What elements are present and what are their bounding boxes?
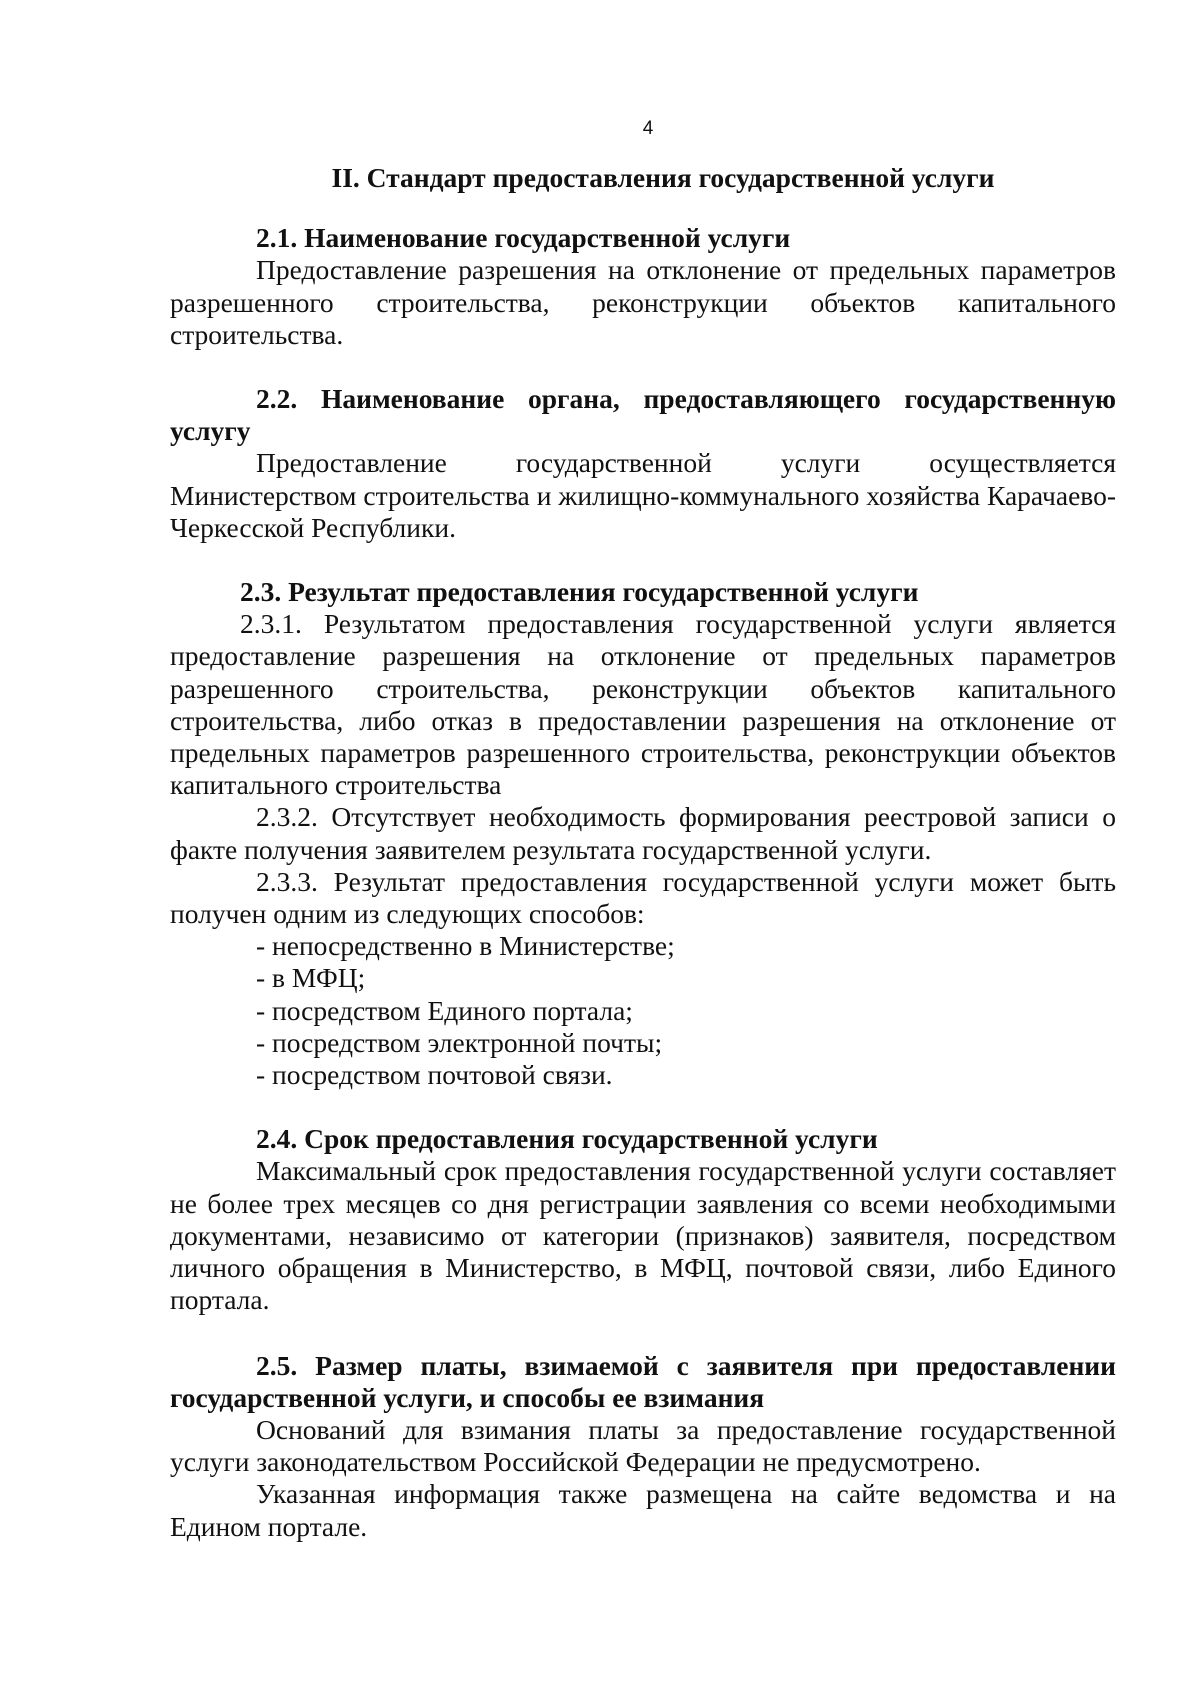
section-title: 2.3. Результат предоставления государственной услуги <box>240 576 919 608</box>
list-item: - посредством Единого портала; <box>256 994 633 1026</box>
section-2-1 <box>170 222 1116 351</box>
section-title: 2.5. Размер платы, взимаемой с заявителя при предоставлении государственной услуги, и способы ее взимания <box>170 1349 1116 1413</box>
section-title: 2.2. Наименование органа, предоставляющего государственную услугу <box>170 383 1116 447</box>
page-number: 4 <box>642 118 654 139</box>
list-item: - посредством электронной почты; <box>256 1026 663 1058</box>
section-2-2 <box>170 383 1116 544</box>
paragraph: 2.3.3. Результат предоставления государственной услуги может быть получен одним из следующих способов: <box>170 865 1116 930</box>
paragraph: 2.3.1. Результатом предоставления государственной услуги является предоставление разрешения на отклонение от предельных параметров разрешенного строительства, реконструкции объектов капитального строительства, либо отказ в предоставлении разрешения на отклонение от предельных параметров разрешенного строительства, реконструкции объектов капитального строительства <box>170 608 1116 801</box>
paragraph: Предоставление разрешения на отклонение от предельных параметров разрешенного строительства, реконструкции объектов капитального строительства. <box>170 254 1116 350</box>
section-2-3 <box>170 576 1116 1091</box>
section-2-4 <box>170 1123 1116 1316</box>
paragraph: Оснований для взимания платы за предоставление государственной услуги законодательством Российской Федерации не предусмотрено. <box>170 1413 1116 1478</box>
section-2-5 <box>170 1350 1116 1543</box>
section-title: 2.1. Наименование государственной услуги <box>256 222 791 254</box>
chapter-title: II. Стандарт предоставления государственной услуги <box>331 162 995 193</box>
paragraph: Предоставление государственной услуги осуществляется Министерством строительства и жилищно-коммунального хозяйства Карачаево-Черкесской Республики. <box>170 447 1116 543</box>
paragraph: 2.3.2. Отсутствует необходимость формирования реестровой записи о факте получения заявителем результата государственной услуги. <box>170 801 1116 865</box>
list-item: - непосредственно в Министерстве; <box>256 930 675 962</box>
paragraph: Указанная информация также размещена на сайте ведомства и на Едином портале. <box>170 1478 1116 1542</box>
list-item: - в МФЦ; <box>256 962 366 994</box>
paragraph: Максимальный срок предоставления государственной услуги составляет не более трех месяцев со дня регистрации заявления со всеми необходимыми документами, независимо от категории (признаков) заявителя, посредством личного обращения в Министерство, в МФЦ, почтовой связи, либо Единого портала. <box>170 1155 1116 1316</box>
list-item: - посредством почтовой связи. <box>256 1059 613 1091</box>
section-title: 2.4. Срок предоставления государственной услуги <box>256 1123 878 1155</box>
document-page <box>170 118 1116 1575</box>
